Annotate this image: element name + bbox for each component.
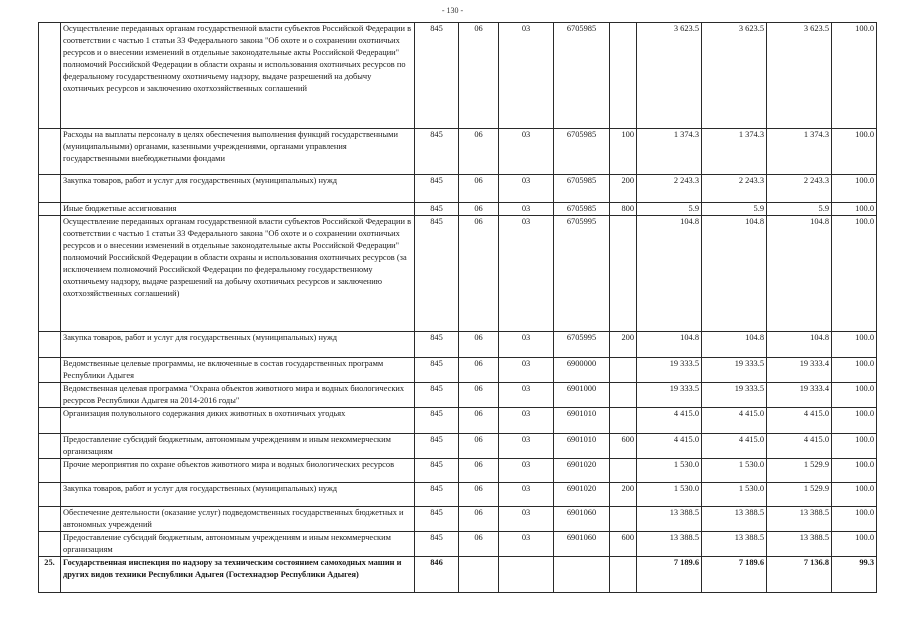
section-code: 06 [459,383,499,408]
target-article-code: 6901060 [554,507,610,532]
expense-type-code: 600 [610,434,637,459]
table-row [39,532,877,557]
amount-approved: 13 388.5 [637,532,702,557]
amount-approved: 4 415.0 [637,408,702,434]
section-code: 06 [459,203,499,216]
subsection-code: 03 [499,175,554,203]
row-name: Осуществление переданных органам государственной власти субъектов Российской Федерации в соответствии с частью 1 статьи 33 Федерального закона "Об охоте и о сохранении охотничьих ресурсов и о внесении изменений в отдельные законодательные акты Российской Федерации" полномочий Российской Федерации в области охраны и использования охотничьих ресурсов по федеральному государственному охотничьему надзору, выдаче разрешений на добычу охотничьих ресурсов и заключению охотхозяйственных соглашений [61,23,415,129]
ved-code: 846 [415,557,459,593]
row-name: Обеспечение деятельности (оказание услуг) подведомственных государственных бюджетных и автономных учреждений [61,507,415,532]
execution-percent: 99.3 [832,557,877,593]
ved-code: 845 [415,532,459,557]
expense-type-code: 200 [610,175,637,203]
amount-executed: 13 388.5 [767,532,832,557]
row-name: Организация полувольного содержания диких животных в охотничьих угодьях [61,408,415,434]
subsection-code: 03 [499,434,554,459]
target-article-code: 6705995 [554,216,610,332]
amount-planned: 2 243.3 [702,175,767,203]
amount-planned: 13 388.5 [702,532,767,557]
section-code: 06 [459,408,499,434]
execution-percent: 100.0 [832,332,877,358]
execution-percent: 100.0 [832,507,877,532]
row-number [39,532,61,557]
subsection-code: 03 [499,358,554,383]
row-name: Закупка товаров, работ и услуг для государственных (муниципальных) нужд [61,175,415,203]
table-row [39,434,877,459]
target-article-code: 6705985 [554,203,610,216]
subsection-code: 03 [499,408,554,434]
section-code: 06 [459,129,499,175]
row-name: Осуществление переданных органам государственной власти субъектов Российской Федерации в соответствии с частью 1 статьи 33 Федерального закона "Об охоте и о сохранении охотничьих ресурсов и о внесении изменений в отдельные законодательные акты Российской Федерации" полномочий Российской Федерации в области охраны и использования охотничьих ресурсов (за исключением полномочий Российской Федерации по федеральному государственному охотничьему надзору, выдаче разрешений на добычу охотничьих ресурсов и заключению охотхозяйственных соглашений) [61,216,415,332]
expense-type-code: 100 [610,129,637,175]
amount-planned: 5.9 [702,203,767,216]
amount-executed: 104.8 [767,332,832,358]
table-row [39,129,877,175]
target-article-code: 6705985 [554,129,610,175]
amount-planned: 1 374.3 [702,129,767,175]
row-name: Предоставление субсидий бюджетным, автономным учреждениям и иным некоммерческим организациям [61,434,415,459]
expense-type-code: 600 [610,532,637,557]
row-number [39,203,61,216]
amount-approved: 19 333.5 [637,358,702,383]
execution-percent: 100.0 [832,483,877,507]
amount-planned: 4 415.0 [702,408,767,434]
row-name: Ведомственные целевые программы, не включенные в состав государственных программ Республики Адыгея [61,358,415,383]
ved-code: 845 [415,434,459,459]
expense-type-code: 200 [610,332,637,358]
amount-executed: 7 136.8 [767,557,832,593]
row-number [39,358,61,383]
amount-executed: 1 529.9 [767,459,832,483]
section-code: 06 [459,483,499,507]
target-article-code: 6705995 [554,332,610,358]
amount-approved: 19 333.5 [637,383,702,408]
amount-planned: 7 189.6 [702,557,767,593]
ved-code: 845 [415,483,459,507]
table-row [39,383,877,408]
budget-table [38,22,877,593]
target-article-code: 6901020 [554,459,610,483]
table-row [39,332,877,358]
ved-code: 845 [415,383,459,408]
amount-approved: 1 374.3 [637,129,702,175]
subsection-code: 03 [499,216,554,332]
amount-executed: 4 415.0 [767,434,832,459]
amount-executed: 19 333.4 [767,358,832,383]
target-article-code: 6705985 [554,175,610,203]
ved-code: 845 [415,332,459,358]
target-article-code: 6901000 [554,383,610,408]
row-number [39,175,61,203]
row-number [39,459,61,483]
expense-type-code [610,408,637,434]
ved-code: 845 [415,175,459,203]
row-number [39,216,61,332]
expense-type-code [610,23,637,129]
execution-percent: 100.0 [832,23,877,129]
row-number [39,507,61,532]
target-article-code: 6901060 [554,532,610,557]
execution-percent: 100.0 [832,358,877,383]
amount-approved: 13 388.5 [637,507,702,532]
target-article-code [554,557,610,593]
amount-planned: 19 333.5 [702,358,767,383]
amount-approved: 1 530.0 [637,483,702,507]
row-number [39,23,61,129]
ved-code: 845 [415,507,459,532]
target-article-code: 6901010 [554,408,610,434]
amount-planned: 19 333.5 [702,383,767,408]
amount-approved: 2 243.3 [637,175,702,203]
row-number [39,483,61,507]
subsection-code: 03 [499,459,554,483]
amount-executed: 3 623.5 [767,23,832,129]
subsection-code: 03 [499,483,554,507]
row-number [39,129,61,175]
amount-executed: 104.8 [767,216,832,332]
table-row [39,459,877,483]
execution-percent: 100.0 [832,434,877,459]
ved-code: 845 [415,129,459,175]
amount-approved: 4 415.0 [637,434,702,459]
subsection-code: 03 [499,532,554,557]
page-number: - 130 - [441,6,464,15]
target-article-code: 6901010 [554,434,610,459]
execution-percent: 100.0 [832,459,877,483]
amount-executed: 1 374.3 [767,129,832,175]
row-name: Прочие мероприятия по охране объектов животного мира и водных биологических ресурсов [61,459,415,483]
expense-type-code [610,557,637,593]
expense-type-code [610,358,637,383]
table-row [39,483,877,507]
row-name: Закупка товаров, работ и услуг для государственных (муниципальных) нужд [61,332,415,358]
execution-percent: 100.0 [832,203,877,216]
section-code: 06 [459,216,499,332]
target-article-code: 6901020 [554,483,610,507]
subsection-code: 03 [499,507,554,532]
execution-percent: 100.0 [832,129,877,175]
amount-planned: 104.8 [702,216,767,332]
execution-percent: 100.0 [832,216,877,332]
amount-planned: 104.8 [702,332,767,358]
expense-type-code: 800 [610,203,637,216]
amount-approved: 104.8 [637,332,702,358]
ved-code: 845 [415,408,459,434]
amount-planned: 4 415.0 [702,434,767,459]
table-row [39,203,877,216]
section-code: 06 [459,459,499,483]
amount-executed: 4 415.0 [767,408,832,434]
row-name: Закупка товаров, работ и услуг для государственных (муниципальных) нужд [61,483,415,507]
section-code [459,557,499,593]
row-number [39,408,61,434]
amount-planned: 3 623.5 [702,23,767,129]
amount-approved: 5.9 [637,203,702,216]
table-row [39,175,877,203]
row-name: Иные бюджетные ассигнования [61,203,415,216]
section-code: 06 [459,175,499,203]
execution-percent: 100.0 [832,175,877,203]
section-code: 06 [459,23,499,129]
amount-planned: 1 530.0 [702,483,767,507]
row-number [39,434,61,459]
section-code: 06 [459,532,499,557]
table-row [39,408,877,434]
amount-planned: 1 530.0 [702,459,767,483]
row-number: 25. [39,557,61,593]
expense-type-code [610,383,637,408]
subsection-code [499,557,554,593]
expense-type-code [610,459,637,483]
ved-code: 845 [415,216,459,332]
amount-executed: 1 529.9 [767,483,832,507]
table-row [39,507,877,532]
row-name: Ведомственная целевая программа "Охрана объектов животного мира и водных биологических ресурсов Республики Адыгея на 2014-2016 годы" [61,383,415,408]
row-name: Государственная инспекция по надзору за техническим состоянием самоходных машин и других видов техники Республики Адыгея (Гостехнадзор Республики Адыгея) [61,557,415,593]
section-code: 06 [459,507,499,532]
row-name: Расходы на выплаты персоналу в целях обеспечения выполнения функций государственными (муниципальными) органами, казенными учреждениями, органами управления государственными внебюджетными фондами [61,129,415,175]
row-name: Предоставление субсидий бюджетным, автономным учреждениям и иным некоммерческим организациям [61,532,415,557]
subsection-code: 03 [499,129,554,175]
amount-planned: 13 388.5 [702,507,767,532]
amount-approved: 1 530.0 [637,459,702,483]
table-row [39,557,877,593]
amount-executed: 2 243.3 [767,175,832,203]
amount-approved: 7 189.6 [637,557,702,593]
amount-executed: 5.9 [767,203,832,216]
expense-type-code [610,507,637,532]
amount-executed: 19 333.4 [767,383,832,408]
target-article-code: 6900000 [554,358,610,383]
expense-type-code: 200 [610,483,637,507]
table-row [39,23,877,129]
expense-type-code [610,216,637,332]
section-code: 06 [459,332,499,358]
target-article-code: 6705985 [554,23,610,129]
subsection-code: 03 [499,203,554,216]
table-row [39,358,877,383]
execution-percent: 100.0 [832,408,877,434]
section-code: 06 [459,358,499,383]
ved-code: 845 [415,459,459,483]
section-code: 06 [459,434,499,459]
subsection-code: 03 [499,332,554,358]
ved-code: 845 [415,358,459,383]
subsection-code: 03 [499,23,554,129]
table-row [39,216,877,332]
amount-approved: 3 623.5 [637,23,702,129]
ved-code: 845 [415,203,459,216]
ved-code: 845 [415,23,459,129]
execution-percent: 100.0 [832,383,877,408]
row-number [39,332,61,358]
execution-percent: 100.0 [832,532,877,557]
amount-approved: 104.8 [637,216,702,332]
row-number [39,383,61,408]
amount-executed: 13 388.5 [767,507,832,532]
subsection-code: 03 [499,383,554,408]
